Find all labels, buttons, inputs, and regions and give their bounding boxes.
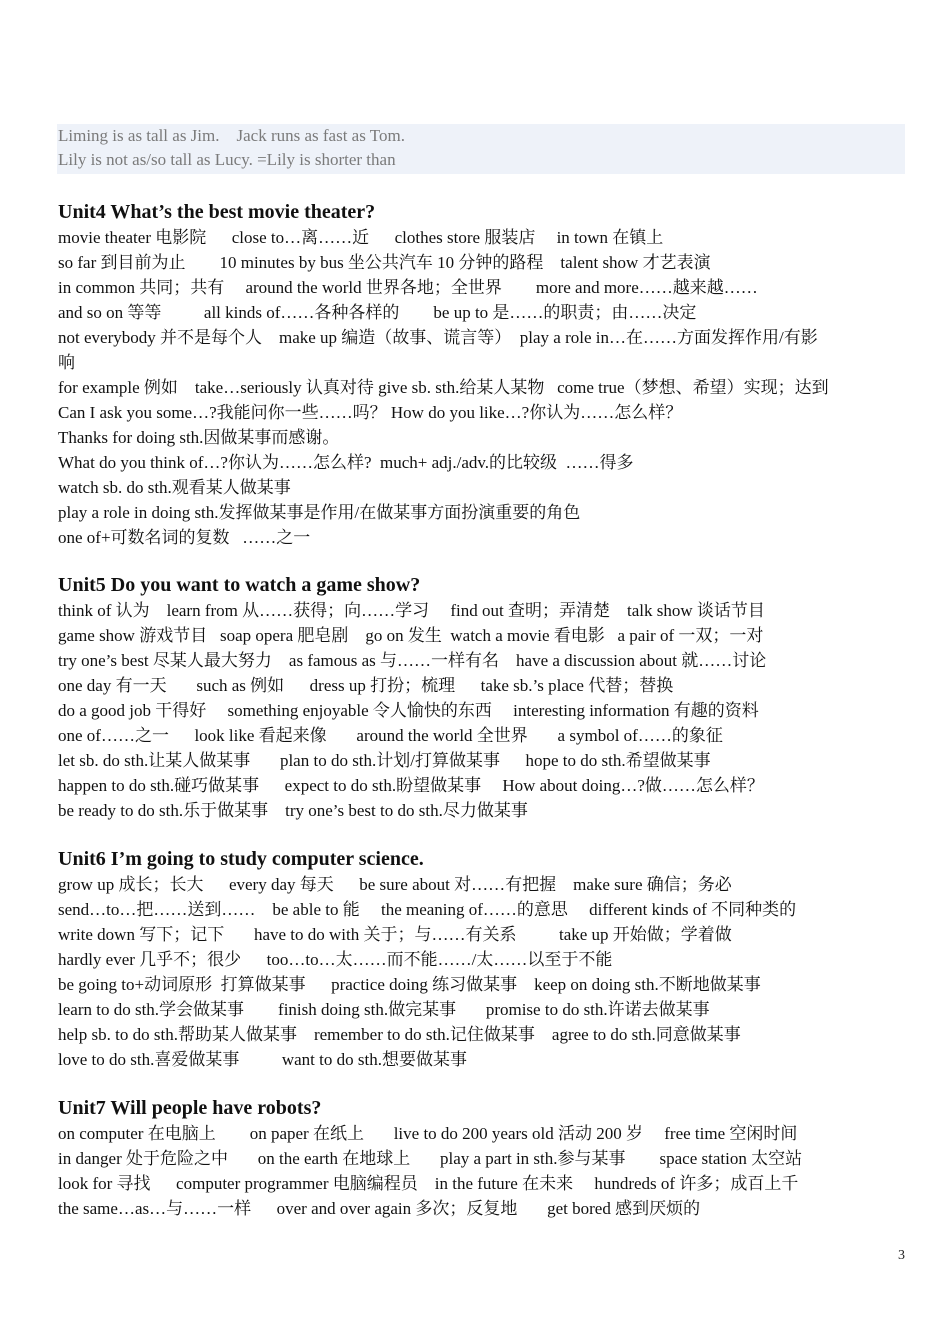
vocab-line: try one’s best 尽某人最大努力 as famous as 与……一样有名 have a discussion about 就……讨论 <box>58 651 767 670</box>
vocab-line: be ready to do sth.乐于做某事 try one’s best to do sth.尽力做某事 <box>58 801 528 820</box>
vocab-line: let sb. do sth.让某人做某事 plan to do sth.计划/打算做某事 hope to do sth.希望做某事 <box>58 751 711 770</box>
vocab-line: send…to…把……送到…… be able to 能 the meaning of……的意思 different kinds of 不同种类的 <box>58 900 797 919</box>
vocab-line: in danger 处于危险之中 on the earth 在地球上 play a part in sth.参与某事 space station 太空站 <box>58 1149 803 1168</box>
vocab-line: the same…as…与……一样 over and over again 多次；反复地 get bored 感到厌烦的 <box>58 1199 701 1218</box>
unit5-section <box>58 572 918 823</box>
vocab-line: and so on 等等 all kinds of……各种各样的 be up to 是……的职责；由……决定 <box>58 303 697 322</box>
example-sentences-box <box>57 124 905 174</box>
vocab-line: look for 寻找 computer programmer 电脑编程员 in the future 在未来 hundreds of 许多；成百上千 <box>58 1174 799 1193</box>
vocab-line: so far 到目前为止 10 minutes by bus 坐公共汽车 10 分钟的路程 talent show 才艺表演 <box>58 253 711 272</box>
example-sentence: Lily is not as/so tall as Lucy. =Lily is shorter than <box>58 150 396 169</box>
vocab-line: learn to do sth.学会做某事 finish doing sth.做完某事 promise to do sth.许诺去做某事 <box>58 1000 710 1019</box>
vocab-line: one day 有一天 such as 例如 dress up 打扮；梳理 take sb.’s place 代替；替换 <box>58 676 674 695</box>
vocab-line: one of……之一 look like 看起来像 around the world 全世界 a symbol of……的象征 <box>58 726 723 745</box>
page-number: 3 <box>898 1248 905 1263</box>
vocab-line: do a good job 干得好 something enjoyable 令人愉快的东西 interesting information 有趣的资料 <box>58 701 759 720</box>
vocab-line: write down 写下；记下 have to do with 关于；与……有关系 take up 开始做；学着做 <box>58 925 732 944</box>
vocab-line: happen to do sth.碰巧做某事 expect to do sth.盼望做某事 How about doing…?做……怎么样？ <box>58 776 764 795</box>
vocab-line: play a role in doing sth.发挥做某事是作用/在做某事方面扮演重要的角色 <box>58 503 581 522</box>
vocab-line: in common 共同；共有 around the world 世界各地；全世界 more and more……越来越…… <box>58 278 758 297</box>
vocab-line: Thanks for doing sth.因做某事而感谢。 <box>58 428 340 447</box>
unit6-section <box>58 846 918 1072</box>
vocab-line: 响 <box>58 353 75 372</box>
vocab-line: watch sb. do sth.观看某人做某事 <box>58 478 291 497</box>
vocab-line: love to do sth.喜爱做某事 want to do sth.想要做某事 <box>58 1050 467 1069</box>
vocab-line: think of 认为 learn from 从……获得；向……学习 find out 查明；弄清楚 talk show 谈话节目 <box>58 601 765 620</box>
example-sentence: Liming is as tall as Jim. Jack runs as fast as Tom. <box>58 126 405 145</box>
unit7-section <box>58 1095 918 1221</box>
vocab-line: be going to+动词原形 打算做某事 practice doing 练习做某事 keep on doing sth.不断地做某事 <box>58 975 761 994</box>
vocab-line: not everybody 并不是每个人 make up 编造（故事、谎言等） play a role in…在……方面发挥作用/有影 <box>58 328 818 347</box>
vocab-line: grow up 成长；长大 every day 每天 be sure about 对……有把握 make sure 确信；务必 <box>58 875 732 894</box>
vocab-line: hardly ever 几乎不；很少 too…to…太……而不能……/太……以至于不能 <box>58 950 613 969</box>
unit-heading: Unit6 I’m going to study computer science. <box>58 848 424 870</box>
vocab-line: What do you think of…?你认为……怎么样? much+ adj./adv.的比较级 ……得多 <box>58 453 634 472</box>
unit-heading: Unit4 What’s the best movie theater? <box>58 201 376 223</box>
unit-heading: Unit7 Will people have robots? <box>58 1097 322 1119</box>
vocab-line: one of+可数名词的复数 ……之一 <box>58 528 311 547</box>
vocab-line: help sb. to do sth.帮助某人做某事 remember to do sth.记住做某事 agree to do sth.同意做某事 <box>58 1025 741 1044</box>
vocab-line: on computer 在电脑上 on paper 在纸上 live to do 200 years old 活动 200 岁 free time 空闲时间 <box>58 1124 798 1143</box>
vocab-line: for example 例如 take…seriously 认真对待 give sb. sth.给某人某物 come true（梦想、希望）实现；达到 <box>58 378 829 397</box>
vocab-line: Can I ask you some…?我能问你一些……吗？ How do you like…?你认为……怎么样？ <box>58 403 683 422</box>
vocab-line: game show 游戏节目 soap opera 肥皂剧 go on 发生 watch a movie 看电影 a pair of 一双；一对 <box>58 626 764 645</box>
vocab-line: movie theater 电影院 close to…离……近 clothes store 服装店 in town 在镇上 <box>58 228 664 247</box>
unit4-section <box>58 199 918 550</box>
unit-heading: Unit5 Do you want to watch a game show? <box>58 574 421 596</box>
